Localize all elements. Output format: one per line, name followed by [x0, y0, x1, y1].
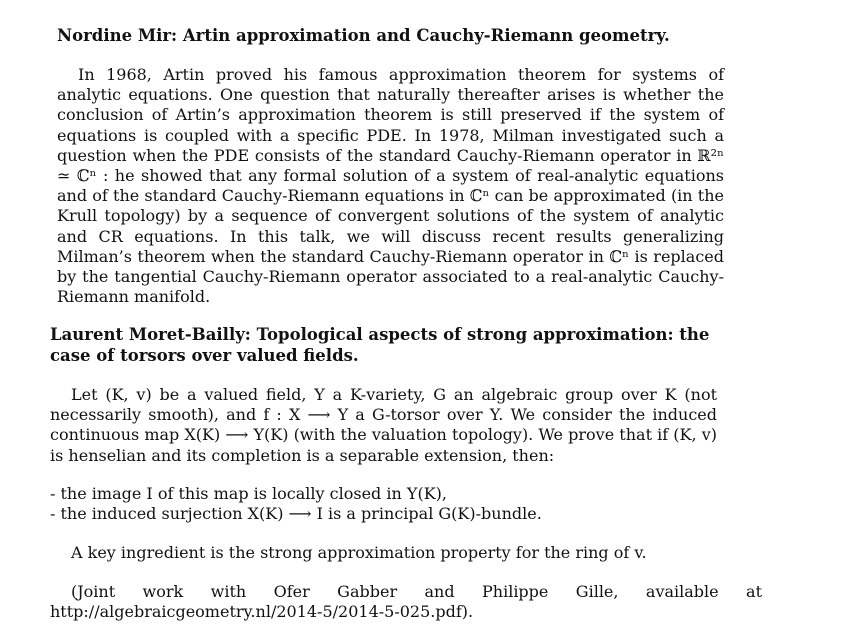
list-item: - the image I of this map is locally closed in Y(K), — [50, 484, 447, 503]
abstract-body — [57, 65, 724, 307]
abstract-title: Laurent Moret-Bailly: Topological aspects of strong approximation: the case of torsors over valued fields. — [50, 325, 710, 365]
abstract-title: Nordine Mir: Artin approximation and Cauchy-Riemann geometry. — [57, 26, 670, 45]
result-list — [50, 484, 717, 524]
list-item: - the induced surjection X(K) ⟶ I is a principal G(K)-bundle. — [50, 504, 542, 524]
abstract-intro — [50, 385, 717, 466]
abstract-key-ingredient — [50, 543, 717, 563]
key-ingredient-text: A key ingredient is the strong approximation property for the ring of v. — [71, 543, 647, 562]
joint-work-text: (Joint work with Ofer Gabber and Philippe Gille, available at http://algebraicgeometry.nl/2014-5/2014-5-025.pdf). — [50, 582, 762, 622]
abstract-intro-text: Let (K, v) be a valued field, Y a K-variety, G an algebraic group over K (not necessarily smooth), and f : X ⟶ Y a G-torsor over Y. We consider the induced continuous map X(K) ⟶ Y(K) (with the valuation topology). We prove that if (K, v) is henselian and its completion is a separable extension, then: — [50, 385, 717, 465]
abstract-joint-work — [50, 582, 762, 622]
abstract-body-text: In 1968, Artin proved his famous approximation theorem for systems of analytic equations. One question that naturally thereafter arises is whether the conclusion of Artin’s approximation theorem is still preserved if the system of equations is coupled with a specific PDE. In 1978, Milman investigated such a question when the PDE consists of the standard Cauchy-Riemann operator in ℝ²ⁿ ≃ ℂⁿ : he showed that any formal solution of a system of real-analytic equations and of the standard Cauchy-Riemann equations in ℂⁿ can be approximated (in the Krull topology) by a sequence of convergent solutions of the system of analytic and CR equations. In this talk, we will discuss recent results generalizing Milman’s theorem when the standard Cauchy-Riemann operator in ℂⁿ is replaced by the tangential Cauchy-Riemann operator associated to a real-analytic Cauchy-Riemann manifold. — [57, 65, 724, 307]
